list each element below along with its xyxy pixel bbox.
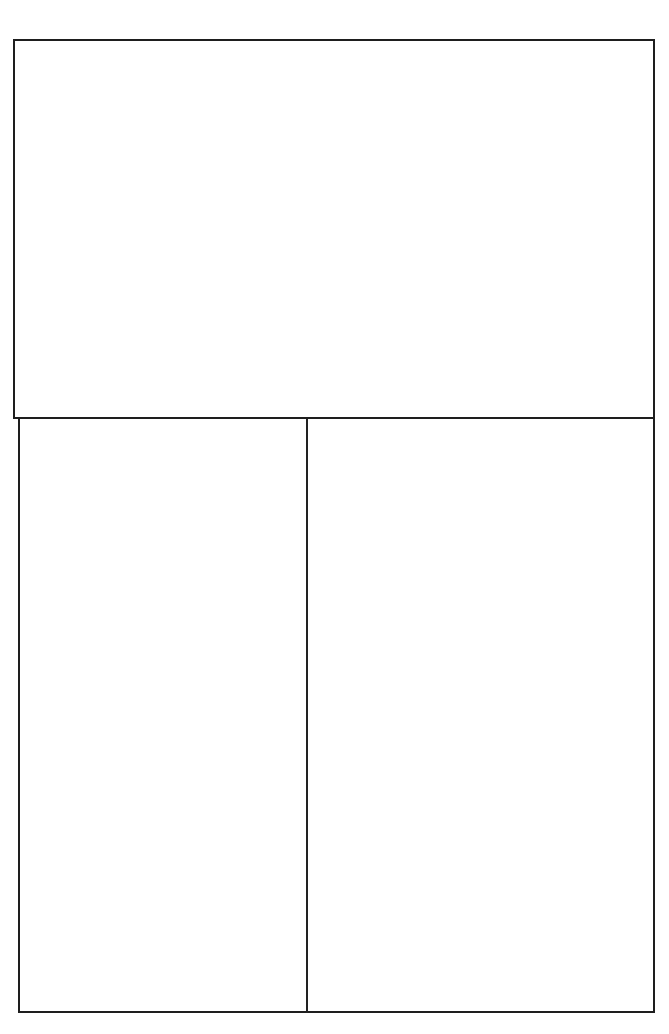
length-range-chart — [307, 419, 655, 1013]
thread-spec-table-border — [13, 39, 655, 419]
